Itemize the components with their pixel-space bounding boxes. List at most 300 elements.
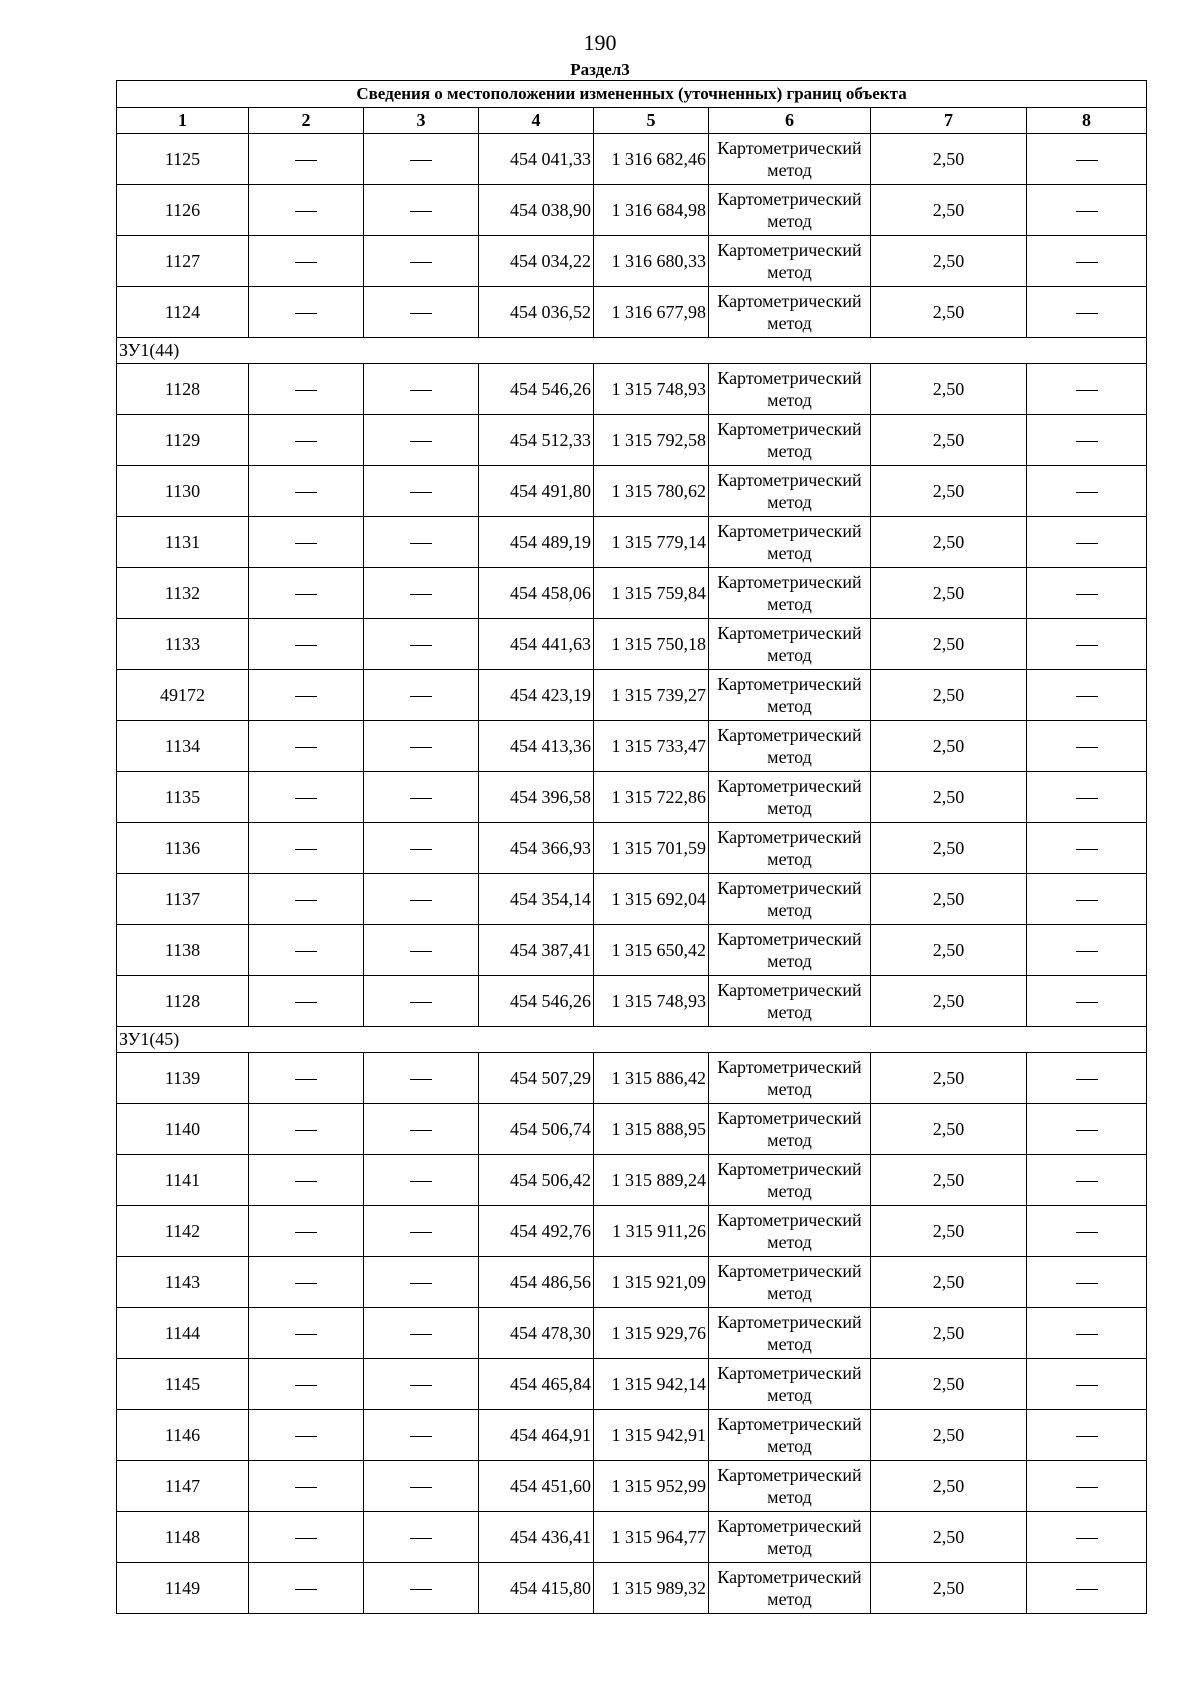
dash-mark [410,1232,432,1233]
empty-cell-2 [249,976,364,1027]
point-number-cell: 49172 [117,670,249,721]
y-coordinate-cell: 1 315 750,18 [594,619,709,670]
dash-mark [410,390,432,391]
dash-mark [1076,160,1098,161]
y-coordinate-cell: 1 316 682,46 [594,134,709,185]
empty-cell-8 [1027,1257,1147,1308]
empty-cell-8 [1027,976,1147,1027]
empty-cell-8 [1027,287,1147,338]
empty-cell-2 [249,619,364,670]
dash-mark [410,1487,432,1488]
y-coordinate-cell: 1 315 929,76 [594,1308,709,1359]
empty-cell-8 [1027,721,1147,772]
point-number-cell: 1146 [117,1410,249,1461]
x-coordinate-cell: 454 396,58 [479,772,594,823]
empty-cell-8 [1027,466,1147,517]
accuracy-cell: 2,50 [871,185,1027,236]
table-row [117,619,1147,670]
empty-cell-8 [1027,1359,1147,1410]
point-number-cell: 1139 [117,1053,249,1104]
table-row [117,1359,1147,1410]
point-number-cell: 1149 [117,1563,249,1614]
dash-mark [410,951,432,952]
empty-cell-2 [249,925,364,976]
x-coordinate-cell: 454 041,33 [479,134,594,185]
dash-mark [1076,951,1098,952]
dash-mark [410,1436,432,1437]
table-row [117,823,1147,874]
dash-mark [1076,1079,1098,1080]
method-cell: Картометрический метод [709,466,871,517]
y-coordinate-cell: 1 315 964,77 [594,1512,709,1563]
dash-mark [295,1232,317,1233]
x-coordinate-cell: 454 441,63 [479,619,594,670]
empty-cell-3 [364,976,479,1027]
x-coordinate-cell: 454 491,80 [479,466,594,517]
method-cell: Картометрический метод [709,236,871,287]
dash-mark [410,1334,432,1335]
dash-mark [410,1181,432,1182]
table-row [117,1308,1147,1359]
empty-cell-2 [249,466,364,517]
accuracy-cell: 2,50 [871,823,1027,874]
dash-mark [295,849,317,850]
empty-cell-3 [364,134,479,185]
empty-cell-8 [1027,1206,1147,1257]
empty-cell-8 [1027,1563,1147,1614]
dash-mark [410,160,432,161]
table-row [117,1257,1147,1308]
empty-cell-2 [249,721,364,772]
x-coordinate-cell: 454 038,90 [479,185,594,236]
dash-mark [1076,1385,1098,1386]
y-coordinate-cell: 1 315 942,14 [594,1359,709,1410]
method-cell: Картометрический метод [709,1155,871,1206]
y-coordinate-cell: 1 315 748,93 [594,364,709,415]
x-coordinate-cell: 454 465,84 [479,1359,594,1410]
y-coordinate-cell: 1 315 888,95 [594,1104,709,1155]
x-coordinate-cell: 454 354,14 [479,874,594,925]
dash-mark [410,543,432,544]
empty-cell-3 [364,1461,479,1512]
empty-cell-3 [364,721,479,772]
x-coordinate-cell: 454 451,60 [479,1461,594,1512]
empty-cell-2 [249,1512,364,1563]
dash-mark [410,1283,432,1284]
dash-mark [1076,900,1098,901]
dash-mark [1076,1283,1098,1284]
section-label: ЗУ1(45) [117,1027,1147,1053]
table-body [117,134,1147,1614]
dash-mark [410,696,432,697]
accuracy-cell: 2,50 [871,415,1027,466]
empty-cell-3 [364,772,479,823]
empty-cell-2 [249,236,364,287]
x-coordinate-cell: 454 492,76 [479,1206,594,1257]
empty-cell-3 [364,670,479,721]
method-cell: Картометрический метод [709,415,871,466]
empty-cell-8 [1027,236,1147,287]
x-coordinate-cell: 454 507,29 [479,1053,594,1104]
accuracy-cell: 2,50 [871,721,1027,772]
column-header: 5 [594,108,709,134]
section-title: Раздел3 [570,60,630,79]
empty-cell-8 [1027,1410,1147,1461]
dash-mark [410,798,432,799]
dash-mark [410,1079,432,1080]
empty-cell-3 [364,1257,479,1308]
empty-cell-2 [249,772,364,823]
y-coordinate-cell: 1 315 759,84 [594,568,709,619]
table-row [117,1104,1147,1155]
accuracy-cell: 2,50 [871,1308,1027,1359]
empty-cell-2 [249,134,364,185]
table-row [117,670,1147,721]
table-row [117,134,1147,185]
x-coordinate-cell: 454 478,30 [479,1308,594,1359]
empty-cell-2 [249,874,364,925]
dash-mark [410,1538,432,1539]
empty-cell-2 [249,364,364,415]
dash-mark [295,645,317,646]
empty-cell-8 [1027,619,1147,670]
method-cell: Картометрический метод [709,925,871,976]
empty-cell-3 [364,466,479,517]
point-number-cell: 1137 [117,874,249,925]
section-label-row [117,1027,1147,1053]
accuracy-cell: 2,50 [871,287,1027,338]
empty-cell-2 [249,670,364,721]
column-header: 8 [1027,108,1147,134]
accuracy-cell: 2,50 [871,1563,1027,1614]
table-row [117,1155,1147,1206]
dash-mark [1076,1232,1098,1233]
empty-cell-3 [364,236,479,287]
point-number-cell: 1141 [117,1155,249,1206]
y-coordinate-cell: 1 315 889,24 [594,1155,709,1206]
dash-mark [1076,390,1098,391]
empty-cell-8 [1027,823,1147,874]
dash-mark [295,1283,317,1284]
dash-mark [295,594,317,595]
accuracy-cell: 2,50 [871,619,1027,670]
dash-mark [295,1130,317,1131]
point-number-cell: 1140 [117,1104,249,1155]
dash-mark [295,1436,317,1437]
method-cell: Картометрический метод [709,287,871,338]
column-header: 2 [249,108,364,134]
y-coordinate-cell: 1 316 680,33 [594,236,709,287]
empty-cell-2 [249,415,364,466]
method-cell: Картометрический метод [709,1257,871,1308]
empty-cell-8 [1027,925,1147,976]
dash-mark [295,1538,317,1539]
dash-mark [1076,1334,1098,1335]
empty-cell-3 [364,1410,479,1461]
dash-mark [295,696,317,697]
accuracy-cell: 2,50 [871,364,1027,415]
section-label: ЗУ1(44) [117,338,1147,364]
empty-cell-8 [1027,670,1147,721]
empty-cell-3 [364,874,479,925]
y-coordinate-cell: 1 315 733,47 [594,721,709,772]
method-cell: Картометрический метод [709,1410,871,1461]
dash-mark [1076,262,1098,263]
dash-mark [295,262,317,263]
point-number-cell: 1148 [117,1512,249,1563]
y-coordinate-cell: 1 315 722,86 [594,772,709,823]
empty-cell-8 [1027,415,1147,466]
dash-mark [1076,1130,1098,1131]
y-coordinate-cell: 1 315 911,26 [594,1206,709,1257]
point-number-cell: 1132 [117,568,249,619]
method-cell: Картометрический метод [709,670,871,721]
empty-cell-3 [364,517,479,568]
method-cell: Картометрический метод [709,976,871,1027]
x-coordinate-cell: 454 366,93 [479,823,594,874]
empty-cell-8 [1027,134,1147,185]
method-cell: Картометрический метод [709,1461,871,1512]
empty-cell-8 [1027,1053,1147,1104]
x-coordinate-cell: 454 413,36 [479,721,594,772]
dash-mark [295,313,317,314]
table-row [117,1053,1147,1104]
column-header: 7 [871,108,1027,134]
method-cell: Картометрический метод [709,823,871,874]
x-coordinate-cell: 454 436,41 [479,1512,594,1563]
dash-mark [410,1002,432,1003]
dash-mark [295,543,317,544]
empty-cell-3 [364,568,479,619]
empty-cell-3 [364,287,479,338]
method-cell: Картометрический метод [709,517,871,568]
method-cell: Картометрический метод [709,1563,871,1614]
point-number-cell: 1128 [117,976,249,1027]
dash-mark [295,390,317,391]
dash-mark [1076,696,1098,697]
empty-cell-8 [1027,1155,1147,1206]
empty-cell-2 [249,1461,364,1512]
dash-mark [410,1130,432,1131]
table-row [117,976,1147,1027]
dash-mark [410,441,432,442]
accuracy-cell: 2,50 [871,976,1027,1027]
dash-mark [410,313,432,314]
empty-cell-8 [1027,1512,1147,1563]
x-coordinate-cell: 454 423,19 [479,670,594,721]
table-row [117,415,1147,466]
accuracy-cell: 2,50 [871,1512,1027,1563]
empty-cell-3 [364,619,479,670]
dash-mark [1076,1181,1098,1182]
dash-mark [295,441,317,442]
dash-mark [295,211,317,212]
accuracy-cell: 2,50 [871,1206,1027,1257]
method-cell: Картометрический метод [709,1053,871,1104]
empty-cell-2 [249,568,364,619]
header-row [117,108,1147,134]
point-number-cell: 1130 [117,466,249,517]
x-coordinate-cell: 454 489,19 [479,517,594,568]
empty-cell-3 [364,823,479,874]
dash-mark [410,849,432,850]
point-number-cell: 1143 [117,1257,249,1308]
dash-mark [1076,543,1098,544]
method-cell: Картометрический метод [709,568,871,619]
x-coordinate-cell: 454 464,91 [479,1410,594,1461]
empty-cell-3 [364,415,479,466]
accuracy-cell: 2,50 [871,568,1027,619]
dash-mark [410,1385,432,1386]
y-coordinate-cell: 1 315 792,58 [594,415,709,466]
dash-mark [295,1002,317,1003]
x-coordinate-cell: 454 506,74 [479,1104,594,1155]
table-row [117,236,1147,287]
table-row [117,1410,1147,1461]
y-coordinate-cell: 1 315 701,59 [594,823,709,874]
accuracy-cell: 2,50 [871,1053,1027,1104]
empty-cell-8 [1027,1308,1147,1359]
accuracy-cell: 2,50 [871,1410,1027,1461]
method-cell: Картометрический метод [709,721,871,772]
point-number-cell: 1133 [117,619,249,670]
table-row [117,466,1147,517]
table-row [117,517,1147,568]
accuracy-cell: 2,50 [871,1257,1027,1308]
table-caption: Сведения о местоположении измененных (уточненных) границ объекта [117,81,1147,108]
dash-mark [1076,211,1098,212]
table-row [117,1461,1147,1512]
accuracy-cell: 2,50 [871,670,1027,721]
x-coordinate-cell: 454 415,80 [479,1563,594,1614]
table-row [117,287,1147,338]
table-row [117,721,1147,772]
point-number-cell: 1128 [117,364,249,415]
point-number-cell: 1125 [117,134,249,185]
table-row [117,772,1147,823]
page-number: 190 [583,30,617,55]
dash-mark [1076,747,1098,748]
empty-cell-3 [364,1104,479,1155]
point-number-cell: 1136 [117,823,249,874]
dash-mark [410,262,432,263]
accuracy-cell: 2,50 [871,134,1027,185]
point-number-cell: 1131 [117,517,249,568]
empty-cell-2 [249,1053,364,1104]
y-coordinate-cell: 1 315 989,32 [594,1563,709,1614]
method-cell: Картометрический метод [709,1512,871,1563]
method-cell: Картометрический метод [709,874,871,925]
dash-mark [1076,798,1098,799]
empty-cell-8 [1027,772,1147,823]
dash-mark [410,211,432,212]
dash-mark [410,1589,432,1590]
dash-mark [1076,645,1098,646]
empty-cell-8 [1027,874,1147,925]
empty-cell-3 [364,1308,479,1359]
table-row [117,925,1147,976]
empty-cell-8 [1027,1461,1147,1512]
dash-mark [1076,594,1098,595]
dash-mark [295,1334,317,1335]
point-number-cell: 1124 [117,287,249,338]
empty-cell-8 [1027,568,1147,619]
empty-cell-2 [249,1155,364,1206]
method-cell: Картометрический метод [709,134,871,185]
accuracy-cell: 2,50 [871,466,1027,517]
dash-mark [295,747,317,748]
y-coordinate-cell: 1 315 942,91 [594,1410,709,1461]
y-coordinate-cell: 1 315 779,14 [594,517,709,568]
method-cell: Картометрический метод [709,1308,871,1359]
dash-mark [295,951,317,952]
dash-mark [410,747,432,748]
empty-cell-2 [249,185,364,236]
y-coordinate-cell: 1 315 952,99 [594,1461,709,1512]
method-cell: Картометрический метод [709,185,871,236]
y-coordinate-cell: 1 315 692,04 [594,874,709,925]
accuracy-cell: 2,50 [871,236,1027,287]
x-coordinate-cell: 454 512,33 [479,415,594,466]
dash-mark [295,1589,317,1590]
table-row [117,1512,1147,1563]
x-coordinate-cell: 454 506,42 [479,1155,594,1206]
y-coordinate-cell: 1 315 739,27 [594,670,709,721]
point-number-cell: 1127 [117,236,249,287]
x-coordinate-cell: 454 036,52 [479,287,594,338]
dash-mark [1076,441,1098,442]
column-header: 4 [479,108,594,134]
empty-cell-3 [364,1053,479,1104]
empty-cell-2 [249,1308,364,1359]
x-coordinate-cell: 454 486,56 [479,1257,594,1308]
x-coordinate-cell: 454 387,41 [479,925,594,976]
method-cell: Картометрический метод [709,1359,871,1410]
x-coordinate-cell: 454 034,22 [479,236,594,287]
dash-mark [410,645,432,646]
empty-cell-3 [364,1563,479,1614]
table-row [117,1206,1147,1257]
table-row [117,185,1147,236]
accuracy-cell: 2,50 [871,1359,1027,1410]
empty-cell-2 [249,1359,364,1410]
dash-mark [1076,1436,1098,1437]
accuracy-cell: 2,50 [871,772,1027,823]
point-number-cell: 1147 [117,1461,249,1512]
dash-mark [295,1079,317,1080]
column-header: 1 [117,108,249,134]
empty-cell-2 [249,1104,364,1155]
dash-mark [1076,1002,1098,1003]
dash-mark [295,900,317,901]
empty-cell-2 [249,1410,364,1461]
empty-cell-8 [1027,185,1147,236]
point-number-cell: 1134 [117,721,249,772]
method-cell: Картометрический метод [709,364,871,415]
method-cell: Картометрический метод [709,772,871,823]
method-cell: Картометрический метод [709,619,871,670]
x-coordinate-cell: 454 546,26 [479,976,594,1027]
table-row [117,874,1147,925]
accuracy-cell: 2,50 [871,1461,1027,1512]
point-number-cell: 1138 [117,925,249,976]
empty-cell-2 [249,287,364,338]
y-coordinate-cell: 1 315 748,93 [594,976,709,1027]
empty-cell-2 [249,823,364,874]
empty-cell-2 [249,517,364,568]
accuracy-cell: 2,50 [871,874,1027,925]
column-header: 6 [709,108,871,134]
